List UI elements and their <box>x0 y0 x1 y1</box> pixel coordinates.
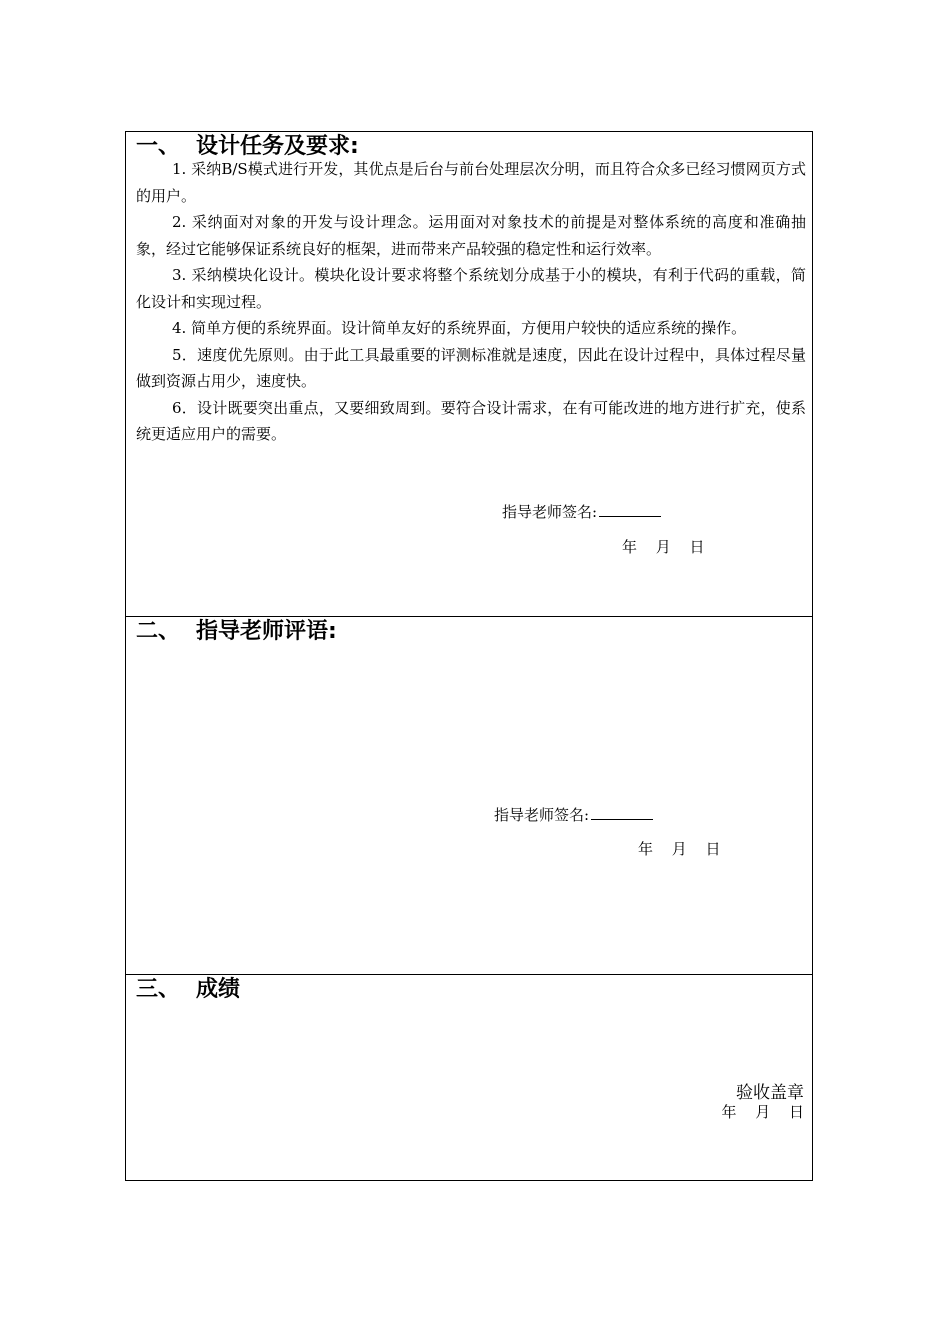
section3-date: 年 月 日 <box>721 1103 804 1121</box>
section1-date: 年 月 日 <box>622 538 705 556</box>
task-item: 1. 采纳B/S模式进行开发，其优点是后台与前台处理层次分明，而且符合众多已经习惯网页方式的用户。 <box>136 160 806 205</box>
section3-heading <box>136 975 240 1005</box>
section2-signature-blank <box>591 803 653 820</box>
section1-signature <box>502 500 661 522</box>
section2-title: 指导老师评语: <box>196 619 337 644</box>
task-item: 6．设计既要突出重点，又要细致周到。要符合设计需求，在有可能改进的地方进行扩充，使系统更适应用户的需要。 <box>136 398 806 443</box>
acceptance-stamp-label: 验收盖章 <box>736 1083 804 1103</box>
section1-signature-label: 指导老师签名: <box>502 503 598 521</box>
section3-number: 三、 <box>136 977 181 1002</box>
section2-number: 二、 <box>136 619 181 644</box>
section-grade <box>126 975 812 1181</box>
task-item: 5．速度优先原则。由于此工具最重要的评测标准就是速度，因此在设计过程中，具体过程尽量做到资源占用少，速度快。 <box>136 345 806 390</box>
section2-signature <box>494 803 653 825</box>
section1-number: 一、 <box>136 134 181 159</box>
task-list <box>136 156 806 448</box>
form-table <box>125 131 813 1181</box>
section3-title: 成绩 <box>196 977 241 1002</box>
section-task-requirements <box>126 132 812 617</box>
section1-signature-blank <box>599 500 661 517</box>
section1-title: 设计任务及要求: <box>196 134 359 159</box>
task-item: 2. 采纳面对对象的开发与设计理念。运用面对对象技术的前提是对整体系统的高度和准确抽象，经过它能够保证系统良好的框架，进而带来产品较强的稳定性和运行效率。 <box>136 213 806 258</box>
section2-heading <box>136 617 337 647</box>
section-advisor-comments <box>126 617 812 975</box>
task-item: 3. 采纳模块化设计。模块化设计要求将整个系统划分成基于小的模块，有利于代码的重载，简化设计和实现过程。 <box>136 266 806 311</box>
section2-signature-label: 指导老师签名: <box>494 806 590 824</box>
section2-date: 年 月 日 <box>638 840 721 858</box>
task-item: 4. 简单方便的系统界面。设计简单友好的系统界面，方便用户较快的适应系统的操作。 <box>172 319 747 337</box>
